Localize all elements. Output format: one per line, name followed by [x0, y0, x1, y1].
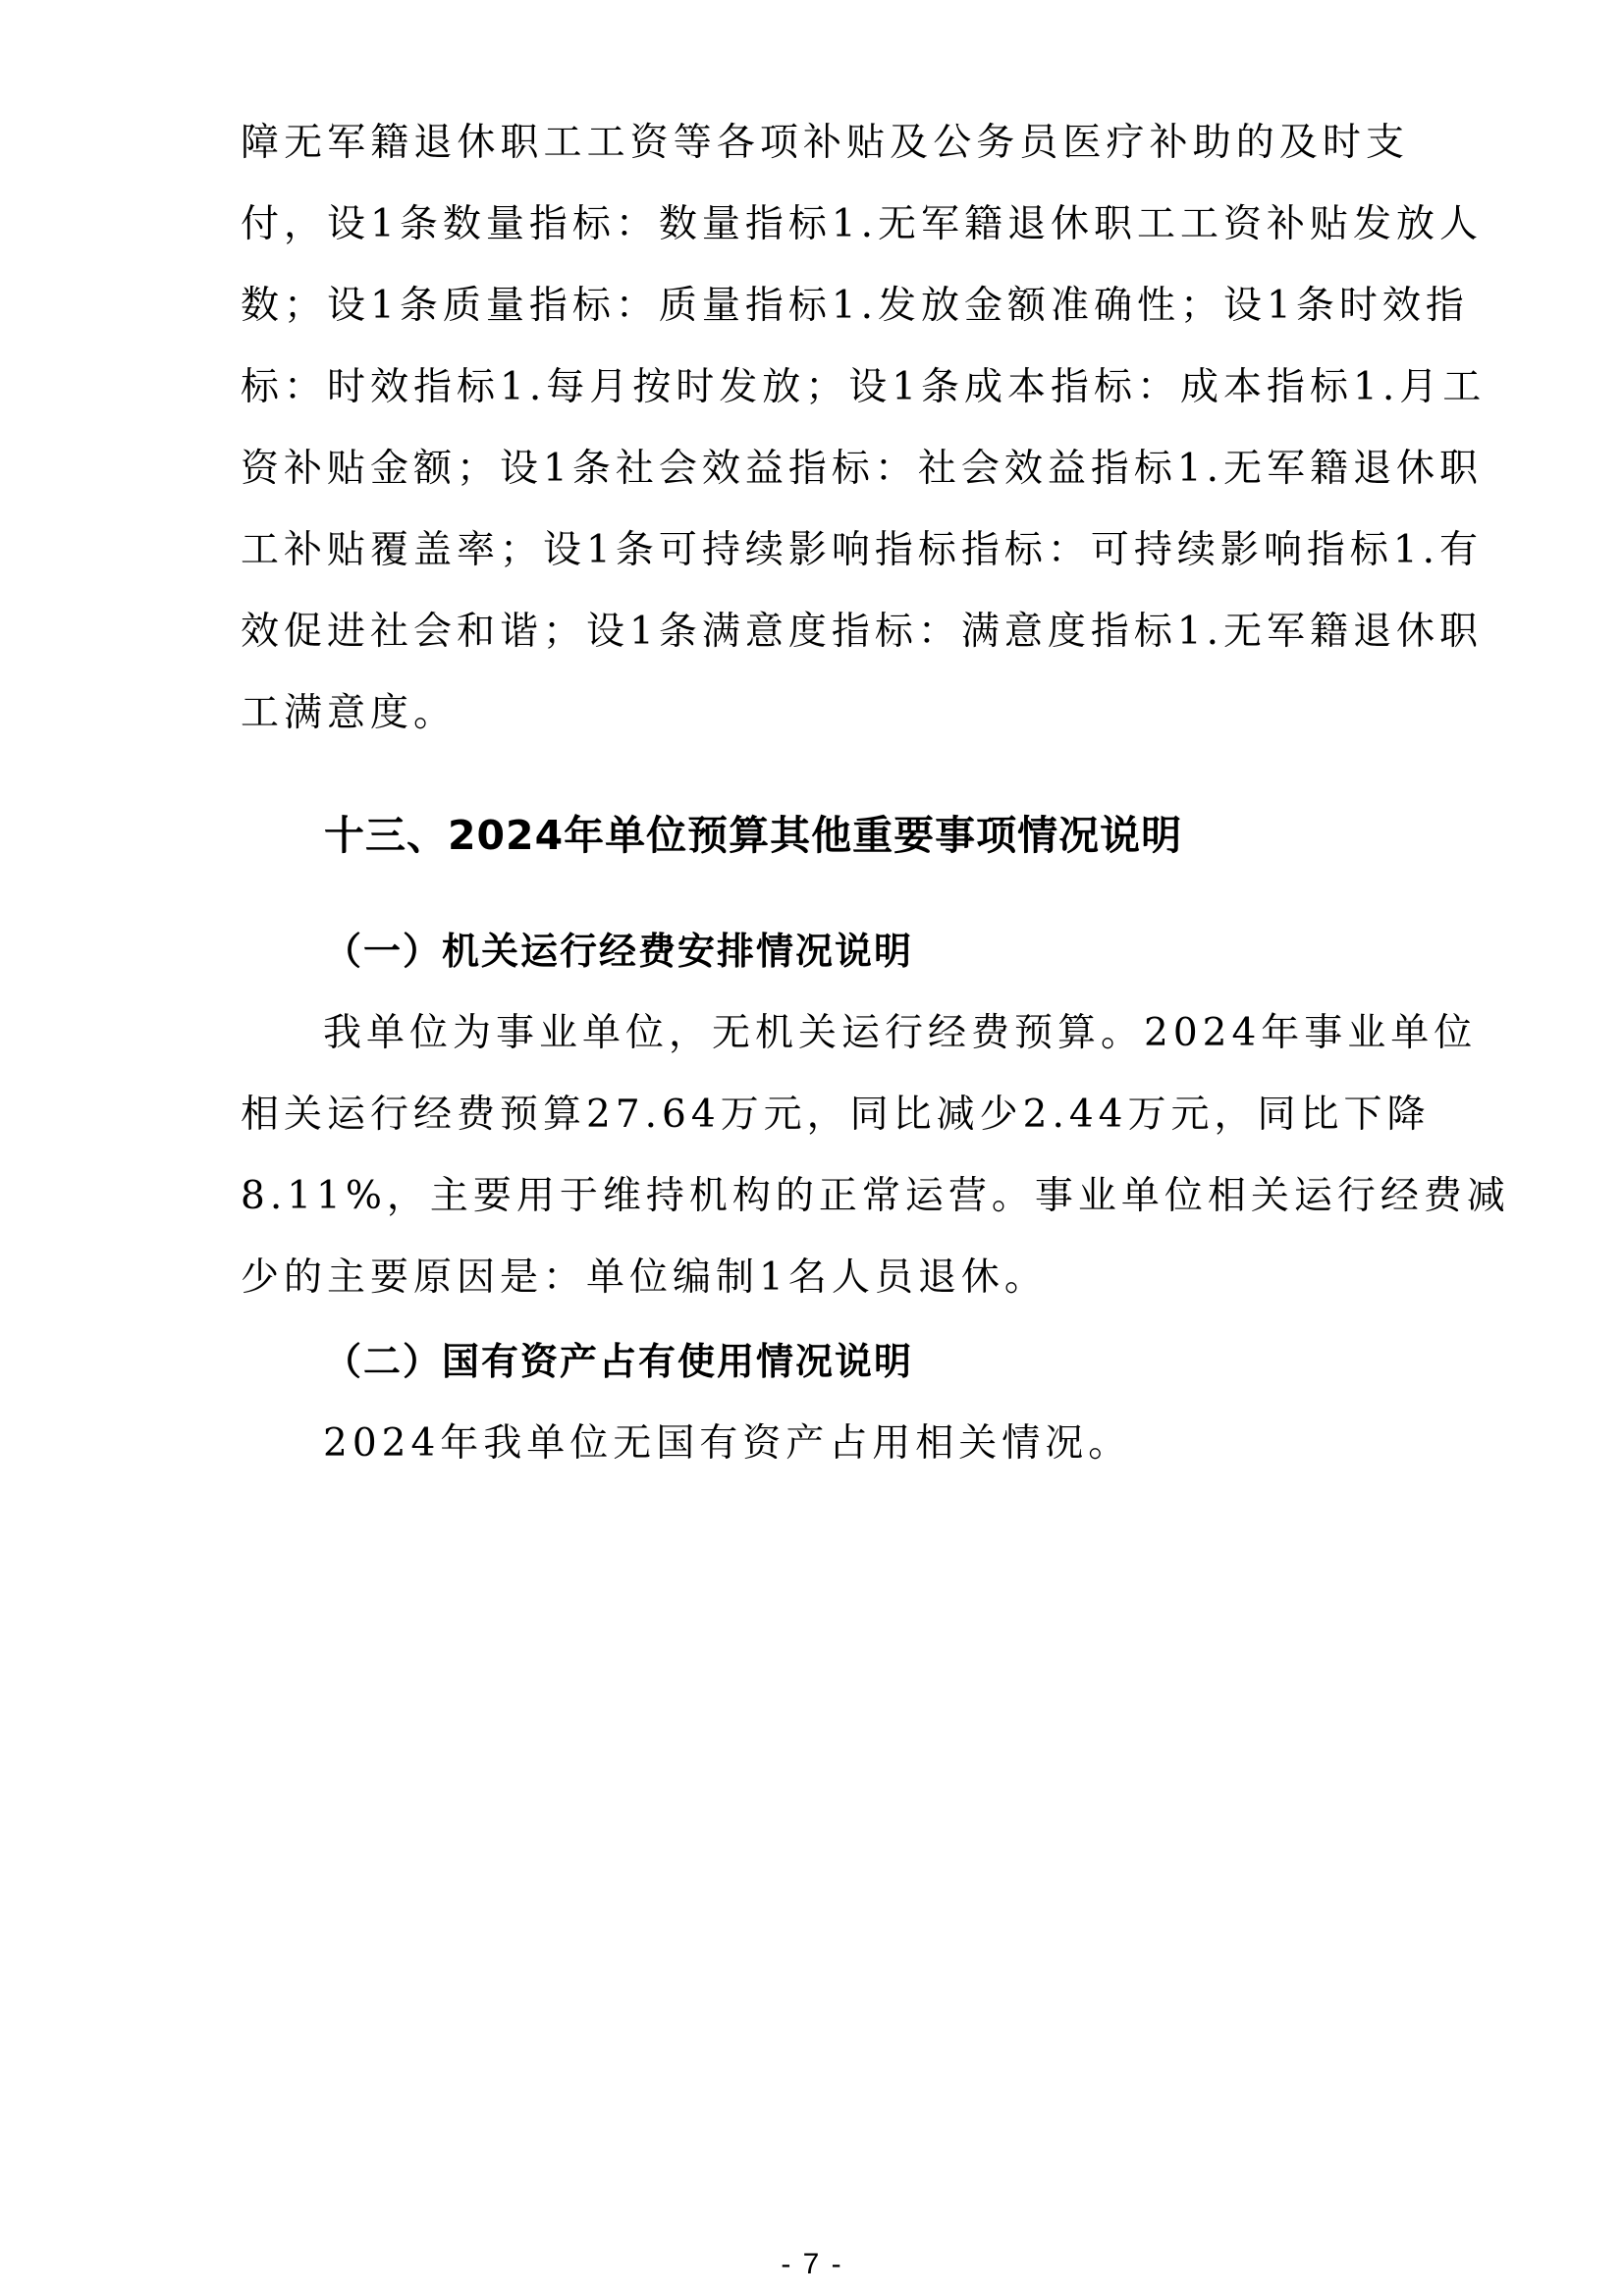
subsection-1-paragraph	[241, 992, 1510, 1318]
subsection-2-paragraph	[241, 1403, 1409, 1484]
paragraph-line: 资补贴金额；设1条社会效益指标：社会效益指标1.无军籍退休职	[241, 447, 1484, 491]
paragraph-line: 标：时效指标1.每月按时发放；设1条成本指标：成本指标1.月工	[241, 365, 1487, 409]
paragraph-line: 2024年我单位无国有资产占用相关情况。	[323, 1421, 1132, 1466]
paragraph-line: 效促进社会和谐；设1条满意度指标：满意度指标1.无军籍退休职	[241, 610, 1484, 654]
continued-paragraph	[241, 102, 1487, 754]
paragraph-line: 少的主要原因是：单位编制1名人员退休。	[241, 1255, 1048, 1300]
page-number: - 7 -	[781, 2248, 843, 2280]
section-heading: 十三、2024年单位预算其他重要事项情况说明	[324, 812, 1183, 859]
subsection-heading-2: （二）国有资产占有使用情况说明	[324, 1340, 914, 1383]
subsection-heading-1: （一）机关运行经费安排情况说明	[324, 930, 914, 973]
paragraph-line: 8.11%，主要用于维持机构的正常运营。事业单位相关运行经费减	[241, 1174, 1510, 1218]
paragraph-line: 付，设1条数量指标：数量指标1.无军籍退休职工工资补贴发放人	[241, 202, 1484, 246]
paragraph-line: 工补贴覆盖率；设1条可持续影响指标指标：可持续影响指标1.有	[241, 528, 1484, 572]
paragraph-line: 工满意度。	[241, 691, 458, 735]
paragraph-line: 相关运行经费预算27.64万元，同比减少2.44万元，同比下降	[241, 1093, 1431, 1137]
paragraph-line: 我单位为事业单位，无机关运行经费预算。2024年事业单位	[323, 1011, 1478, 1055]
paragraph-line: 数；设1条质量指标：质量指标1.发放金额准确性；设1条时效指	[241, 284, 1469, 328]
paragraph-line: 障无军籍退休职工工资等各项补贴及公务员医疗补助的及时支	[241, 121, 1409, 165]
